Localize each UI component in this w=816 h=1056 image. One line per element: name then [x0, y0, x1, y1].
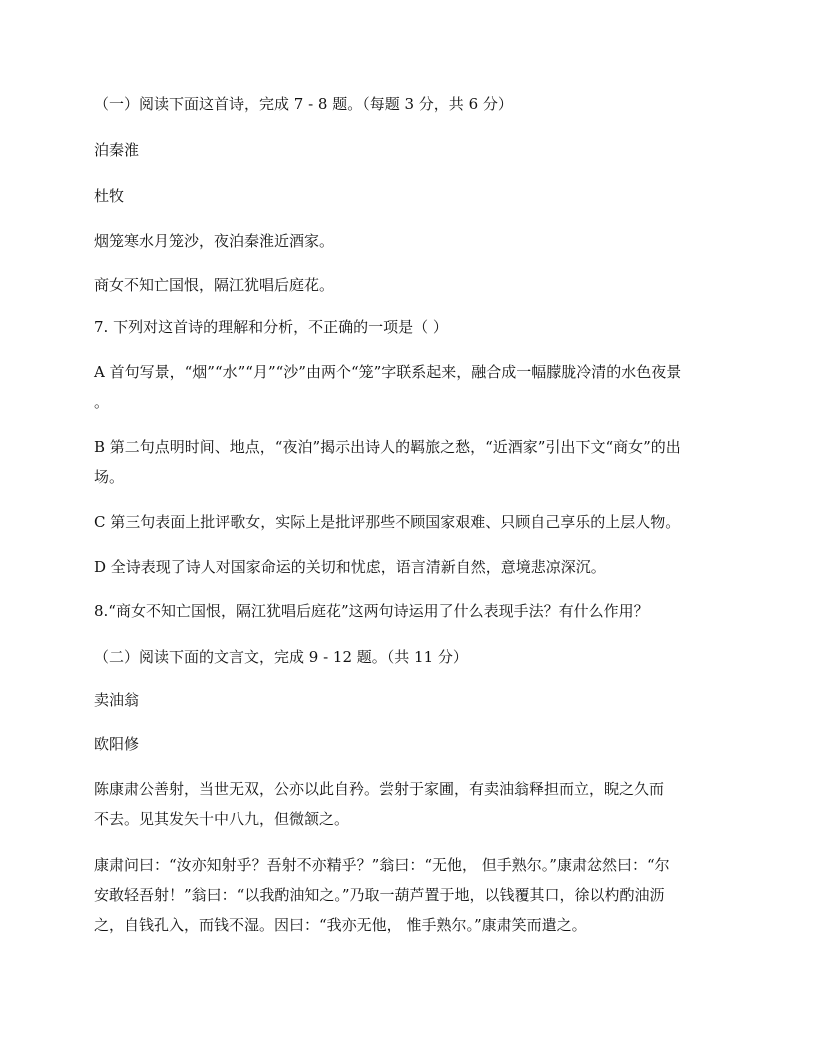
q7-option-b-line-2: 场。: [94, 468, 125, 486]
paragraph-2-line-3: 之，自钱孔入，而钱不湿。因曰：“我亦无他， 惟手熟尔。”康肃笑而遣之。: [94, 916, 587, 934]
section1-header: （一）阅读下面这首诗，完成 7 - 8 题。（每题 3 分，共 6 分）: [94, 95, 513, 113]
prose-author: 欧阳修: [94, 735, 140, 753]
paragraph-2-line-2: 安敢轻吾射！”翁曰：“以我酌油知之。”乃取一葫芦置于地，以钱覆其口，徐以杓酌油沥: [94, 886, 665, 904]
poem-title: 泊秦淮: [94, 141, 140, 159]
q7-option-d: D 全诗表现了诗人对国家命运的关切和忧虑，语言清新自然，意境悲凉深沉。: [94, 558, 606, 576]
poem-author: 杜牧: [94, 187, 125, 205]
q7-option-b-line-1: B 第二句点明时间、地点，“夜泊”揭示出诗人的羁旅之愁，“近酒家”引出下文“商女”的出: [94, 438, 681, 456]
paragraph-1-line-2: 不去。见其发矢十中八九，但微颔之。: [94, 810, 350, 828]
q7-option-a-line-1: A 首句写景，“烟”“水”“月”“沙”由两个“笼”字联系起来，融合成一幅朦胧冷清的水色夜景: [94, 363, 682, 381]
poem-line-1: 烟笼寒水月笼沙，夜泊秦淮近酒家。: [94, 232, 335, 250]
section2-header: （二）阅读下面的文言文，完成 9 - 12 题。（共 11 分）: [94, 648, 468, 666]
paragraph-2-line-1: 康肃问曰：“汝亦知射乎？吾射不亦精乎？”翁曰：“无他， 但手熟尔。”康肃忿然曰：“尔: [94, 856, 670, 874]
q7-option-a-line-2: 。: [94, 393, 110, 411]
prose-title: 卖油翁: [94, 691, 140, 709]
q7-option-c: C 第三句表面上批评歌女，实际上是批评那些不顾国家艰难、只顾自己享乐的上层人物。: [94, 513, 681, 531]
question-7-stem: 7. 下列对这首诗的理解和分析，不正确的一项是（ ）: [94, 318, 448, 336]
paragraph-1-line-1: 陈康肃公善射，当世无双，公亦以此自矜。尝射于家圃，有卖油翁释担而立，睨之久而: [94, 780, 665, 798]
question-8-stem: 8.“商女不知亡国恨，隔江犹唱后庭花”这两句诗运用了什么表现手法？有什么作用？: [94, 602, 649, 620]
poem-line-2: 商女不知亡国恨，隔江犹唱后庭花。: [94, 276, 335, 294]
